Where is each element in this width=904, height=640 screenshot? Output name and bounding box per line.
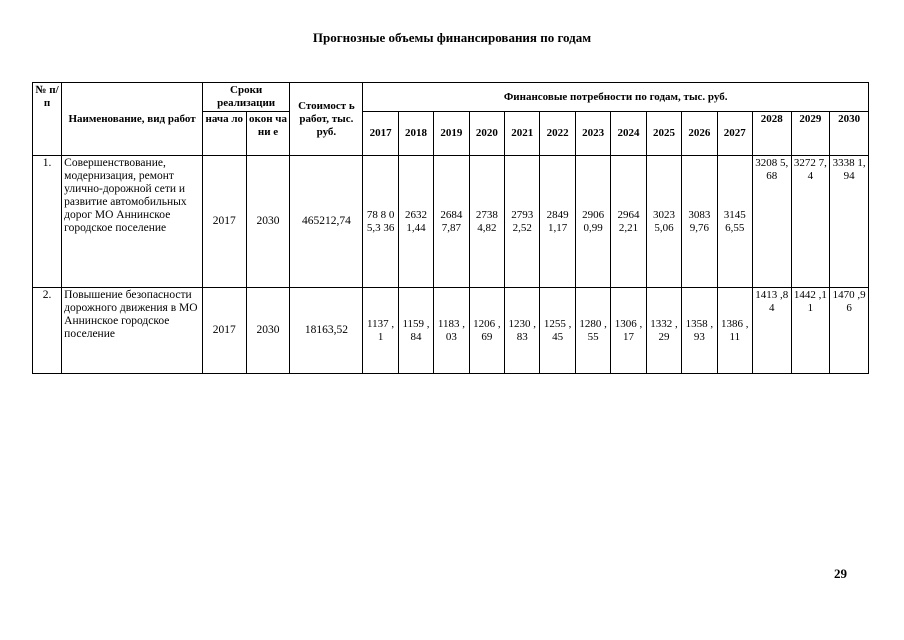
header-name: Наименование, вид работ [62,83,203,156]
header-num: № п/п [33,83,62,156]
row-end: 2030 [246,288,290,374]
row-year-value: 2738 4,82 [469,156,504,288]
row-num: 2. [33,288,62,374]
row-year-value: 3338 1,94 [830,156,869,288]
page-title: Прогнозные объемы финансирования по годам [312,30,592,45]
row-year-value: 2684 7,87 [434,156,469,288]
row-year-value: 2849 1,17 [540,156,575,288]
row-start: 2017 [202,156,246,288]
row-num: 1. [33,156,62,288]
row-year-value: 2964 2,21 [611,156,646,288]
header-terms: Сроки реализации [202,83,290,112]
row-year-value: 78 8 05,3 36 [363,156,398,288]
row-year-value: 3272 7,4 [791,156,830,288]
row-year-value: 1280 ,55 [575,288,610,374]
row-year-value: 1306 ,17 [611,288,646,374]
row-year-value: 1255 ,45 [540,288,575,374]
row-year-value: 1358 ,93 [682,288,717,374]
row-year-value: 1386 ,11 [717,288,752,374]
row-year-value: 1230 ,83 [505,288,540,374]
header-end: окон чани е [246,112,290,156]
header-start: нача ло [202,112,246,156]
table-row [33,156,869,288]
row-year-value: 1470 ,96 [830,288,869,374]
table-row [33,288,869,374]
header-year: 2022 [540,112,575,156]
row-year-value: 1137 ,1 [363,288,398,374]
row-cost: 465212,74 [290,156,363,288]
row-year-value: 1183 ,03 [434,288,469,374]
row-year-value: 3145 6,55 [717,156,752,288]
header-year: 2021 [505,112,540,156]
row-end: 2030 [246,156,290,288]
header-year: 2028 [753,112,792,156]
row-year-value: 1206 ,69 [469,288,504,374]
header-year: 2017 [363,112,398,156]
row-year-value: 2793 2,52 [505,156,540,288]
header-year: 2025 [646,112,681,156]
row-year-value: 1442 ,11 [791,288,830,374]
header-finance: Финансовые потребности по годам, тыс. руб. [363,83,869,112]
row-start: 2017 [202,288,246,374]
header-cost: Стоимост ь работ, тыс. руб. [290,83,363,156]
row-year-value: 3083 9,76 [682,156,717,288]
header-year: 2027 [717,112,752,156]
header-year: 2023 [575,112,610,156]
row-name: Совершенствование, модернизация, ремонт улично-дорожной сети и развитие автомобильных дорог МО Аннинское городское поселение [62,156,203,288]
header-year: 2018 [398,112,433,156]
row-year-value: 1159 ,84 [398,288,433,374]
row-year-value: 1332 ,29 [646,288,681,374]
row-year-value: 1413 ,84 [753,288,792,374]
row-cost: 18163,52 [290,288,363,374]
header-year: 2029 [791,112,830,156]
header-year: 2026 [682,112,717,156]
page-number: 29 [834,566,847,581]
row-year-value: 3208 5,68 [753,156,792,288]
header-year: 2020 [469,112,504,156]
header-year: 2024 [611,112,646,156]
header-year: 2030 [830,112,869,156]
row-year-value: 2906 0,99 [575,156,610,288]
row-year-value: 2632 1,44 [398,156,433,288]
row-year-value: 3023 5,06 [646,156,681,288]
row-name: Повышение безопасности дорожного движения в МО Аннинское городское поселение [62,288,203,374]
financing-table [32,82,869,374]
header-year: 2019 [434,112,469,156]
